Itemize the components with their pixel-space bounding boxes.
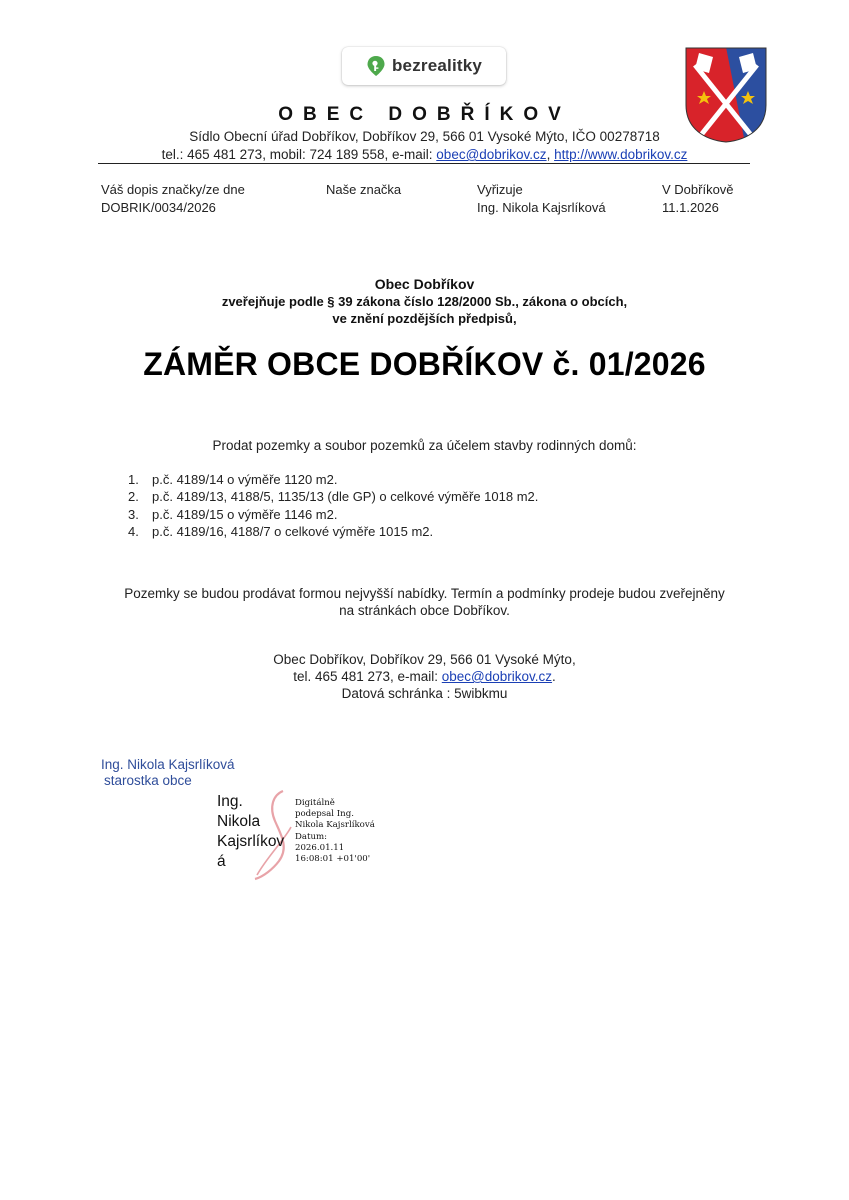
sale-terms-line2: na stránkách obce Dobříkov.: [339, 603, 510, 618]
contact-line: [100, 147, 749, 162]
list-item: [128, 523, 538, 540]
sig-info-line: 16:08:01 +01'00': [295, 854, 371, 865]
item-text: p.č. 4189/16, 4188/7 o celkové výměře 1015 m2.: [152, 523, 434, 539]
header-divider: [98, 163, 750, 164]
item-text: p.č. 4189/14 o výměře 1120 m2.: [152, 472, 338, 487]
handled-by-label: Vyřizuje: [477, 182, 523, 197]
our-ref-label: Naše značka: [326, 182, 402, 197]
signer-block: [101, 757, 235, 789]
contact-prefix: tel.: 465 481 273, mobil: 724 189 558, e-mail:: [161, 147, 437, 162]
item-number: 3.: [128, 506, 139, 522]
parcel-list: [128, 471, 538, 540]
contact-separator: ,: [546, 147, 555, 162]
place-label: V Dobříkově: [662, 182, 734, 197]
offer-text: Prodat pozemky a soubor pozemků za účelem stavby rodinných domů:: [212, 438, 637, 453]
sig-name-line: á: [217, 853, 226, 870]
email-link[interactable]: obec@dobrikov.cz: [436, 147, 547, 162]
list-item: [128, 471, 538, 488]
legal-basis-line2: ve znění pozdějších předpisů,: [332, 311, 517, 326]
website-link[interactable]: http://www.dobrikov.cz: [554, 147, 688, 162]
data-box: Datová schránka : 5wibkmu: [341, 686, 508, 701]
sig-info-line: 2026.01.11: [295, 842, 345, 853]
contact-suffix: .: [552, 669, 556, 684]
contact-address: Obec Dobříkov, Dobříkov 29, 566 01 Vysoké Mýto,: [273, 652, 576, 667]
sig-name-line: Nikola: [217, 813, 261, 830]
document-title: ZÁMĚR OBCE DOBŘÍKOV č. 01/2026: [143, 346, 706, 382]
date-value: 11.1.2026: [662, 200, 719, 215]
your-letter-label: Váš dopis značky/ze dne: [101, 182, 245, 197]
your-letter-value: DOBRIK/0034/2026: [101, 200, 216, 215]
brand-badge: [342, 47, 506, 85]
signer-role: starostka obce: [104, 773, 192, 788]
sale-terms-line1: Pozemky se budou prodávat formou nejvyšší nabídky. Termín a podmínky prodeje budou zveřejněny: [124, 586, 725, 601]
sig-info-line: Datum:: [295, 831, 328, 842]
sig-name-line: Ing.: [217, 793, 243, 810]
contact-block: [80, 651, 769, 702]
signer-name: Ing. Nikola Kajsrlíková: [101, 757, 235, 772]
sig-info-line: Digitálně: [295, 798, 335, 808]
seat-line: Sídlo Obecní úřad Dobříkov, Dobříkov 29, 566 01 Vysoké Mýto, IČO 00278718: [189, 129, 660, 144]
item-number: 4.: [128, 523, 139, 539]
legal-basis-line1: zveřejňuje podle § 39 zákona číslo 128/2000 Sb., zákona o obcích,: [221, 294, 628, 309]
municipality-name: OBEC DOBŘÍKOV: [278, 104, 571, 125]
item-text: p.č. 4189/15 o výměře 1146 m2.: [152, 506, 338, 522]
map-pin-key-icon: [366, 55, 386, 77]
handled-by: [477, 181, 606, 217]
item-number: 2.: [128, 489, 139, 505]
list-item: [128, 506, 538, 523]
sig-info-line: podepsal Ing.: [295, 809, 354, 820]
contact-email-link[interactable]: obec@dobrikov.cz: [441, 669, 553, 684]
issuer: Obec Dobříkov: [374, 276, 475, 292]
contact-phone-email: [80, 668, 769, 685]
your-letter-ref: [101, 181, 245, 217]
digital-signature-info: [295, 798, 375, 865]
digital-signature-name: [217, 792, 284, 872]
our-ref: [326, 181, 401, 199]
sale-terms: [80, 585, 769, 619]
item-number: 1.: [128, 472, 139, 487]
place-date: [662, 181, 734, 217]
handled-by-value: Ing. Nikola Kajsrlíková: [477, 200, 606, 215]
contact-phone: tel. 465 481 273, e-mail:: [293, 669, 442, 684]
sig-name-line: Kajsrlíkov: [217, 833, 285, 850]
item-text: p.č. 4189/13, 4188/5, 1135/13 (dle GP) o celkové výměře 1018 m2.: [152, 489, 539, 505]
brand-name: bezrealitky: [391, 56, 483, 75]
sig-info-line: Nikola Kajsrlíková: [295, 820, 375, 831]
list-item: [128, 488, 538, 505]
